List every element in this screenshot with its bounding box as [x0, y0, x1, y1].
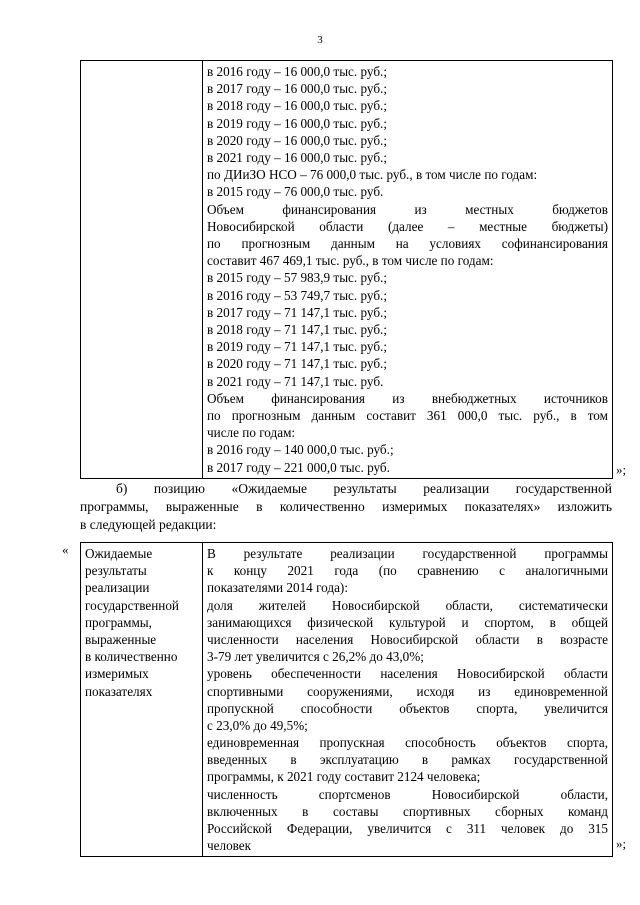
text-line: в 2021 году – 16 000,0 тыс. руб.;: [207, 150, 388, 166]
text-line: в 2019 году – 16 000,0 тыс. руб.;: [207, 115, 388, 131]
instruction-paragraph: [80, 480, 612, 534]
page-number: 3: [317, 34, 323, 46]
text-line: включенных в составы спортивных сборных команд: [207, 803, 608, 819]
text-line: по прогнозным данным на условиях софинансирования: [207, 236, 608, 251]
text-line: спортивными сооружениями, исходя из единовременной: [207, 683, 608, 699]
text-line: в 2019 году – 71 147,1 тыс. руб.;: [207, 339, 388, 355]
text-line: числе по годам:: [207, 425, 296, 441]
text-line: занимающихся физической культурой и спортом, в общей: [207, 614, 608, 630]
text-line: измеримых: [85, 666, 149, 682]
text-line: пропускной способности объектов спорта, увеличится: [207, 700, 608, 716]
results-lines: [207, 545, 608, 854]
text-line: Ожидаемые: [85, 546, 153, 561]
text-line: выраженные: [85, 632, 157, 648]
text-line: уровень обеспеченности населения Новосибирской области: [207, 666, 608, 682]
text-line: показателями 2014 года):: [207, 580, 348, 596]
results-table-right-cell: [203, 543, 613, 857]
text-line: в 2018 году – 71 147,1 тыс. руб.;: [207, 322, 388, 337]
text-line: 3-79 лет увеличится с 26,2% до 43,0%;: [207, 649, 424, 665]
text-line: численности населения Новосибирской области в возрасте: [207, 631, 608, 647]
text-line: Объем финансирования из внебюджетных источников: [207, 390, 608, 406]
text-line: Объем финансирования из местных бюджетов: [207, 201, 608, 217]
text-line: в 2017 году – 16 000,0 тыс. руб.;: [207, 81, 388, 97]
text-line: в 2020 году – 16 000,0 тыс. руб.;: [207, 132, 388, 148]
text-line: единовременная пропускная способность объектов спорта,: [207, 735, 608, 751]
results-table-left-cell: [81, 543, 203, 857]
text-line: в количественно: [85, 649, 178, 665]
text-line: в следующей редакции:: [80, 517, 217, 532]
text-line: в 2018 году – 16 000,0 тыс. руб.;: [207, 98, 388, 114]
text-line: численность спортсменов Новосибирской области,: [207, 786, 608, 802]
text-line: в 2015 году – 57 983,9 тыс. руб.;: [207, 270, 388, 286]
text-line: реализации: [85, 580, 150, 596]
text-line: программы,: [85, 614, 152, 630]
financing-table-right-cell: [203, 61, 613, 479]
text-line: к концу 2021 года (по сравнению с аналогичными: [207, 563, 608, 579]
text-line: в 2021 году – 71 147,1 тыс. руб.: [207, 373, 384, 389]
text-line: результаты: [85, 563, 147, 579]
text-line: по прогнозным данным составит 361 000,0 тыс. руб., в том: [207, 408, 608, 423]
financing-table-left-cell: [81, 61, 203, 479]
text-line: Российской Федерации, увеличится с 311 человек до 315: [207, 821, 608, 837]
text-line: человек: [207, 838, 252, 854]
text-line: в 2016 году – 53 749,7 тыс. руб.;: [207, 287, 388, 303]
text-line: программы, к 2021 году составит 2124 человека;: [207, 769, 481, 785]
text-line: в 2017 году – 221 000,0 тыс. руб.: [207, 459, 390, 475]
financing-table: [80, 60, 613, 479]
text-line: б) позицию «Ожидаемые результаты реализации государственной: [116, 481, 612, 496]
text-line: в 2020 году – 71 147,1 тыс. руб.;: [207, 356, 388, 372]
open-quote-2: «: [62, 542, 69, 557]
text-line: В результате реализации государственной программы: [207, 546, 608, 561]
text-line: доля жителей Новосибирской области, систематически: [207, 597, 608, 613]
text-line: введенных в эксплуатацию в рамках государственной: [207, 752, 608, 768]
text-line: по ДИиЗО НСО – 76 000,0 тыс. руб., в том числе по годам:: [207, 167, 538, 183]
text-line: в 2016 году – 16 000,0 тыс. руб.;: [207, 64, 388, 79]
text-line: Новосибирской области (далее – местные бюджеты): [207, 218, 608, 234]
close-quote-2: »;: [616, 836, 627, 851]
text-line: составит 467 469,1 тыс. руб., в том числе по годам:: [207, 253, 494, 269]
text-line: программы, выраженные в количественно измеримых показателях» изложить: [80, 499, 612, 514]
text-line: в 2017 году – 71 147,1 тыс. руб.;: [207, 304, 388, 320]
close-quote-1: »;: [616, 462, 627, 477]
results-table: [80, 542, 613, 857]
text-line: показателях: [85, 683, 153, 699]
text-line: в 2016 году – 140 000,0 тыс. руб.;: [207, 442, 394, 458]
results-heading-lines: [85, 545, 198, 700]
text-line: государственной: [85, 597, 179, 613]
financing-lines: [207, 63, 608, 476]
text-line: в 2015 году – 76 000,0 тыс. руб.: [207, 184, 384, 200]
text-line: с 23,0% до 49,5%;: [207, 717, 308, 733]
